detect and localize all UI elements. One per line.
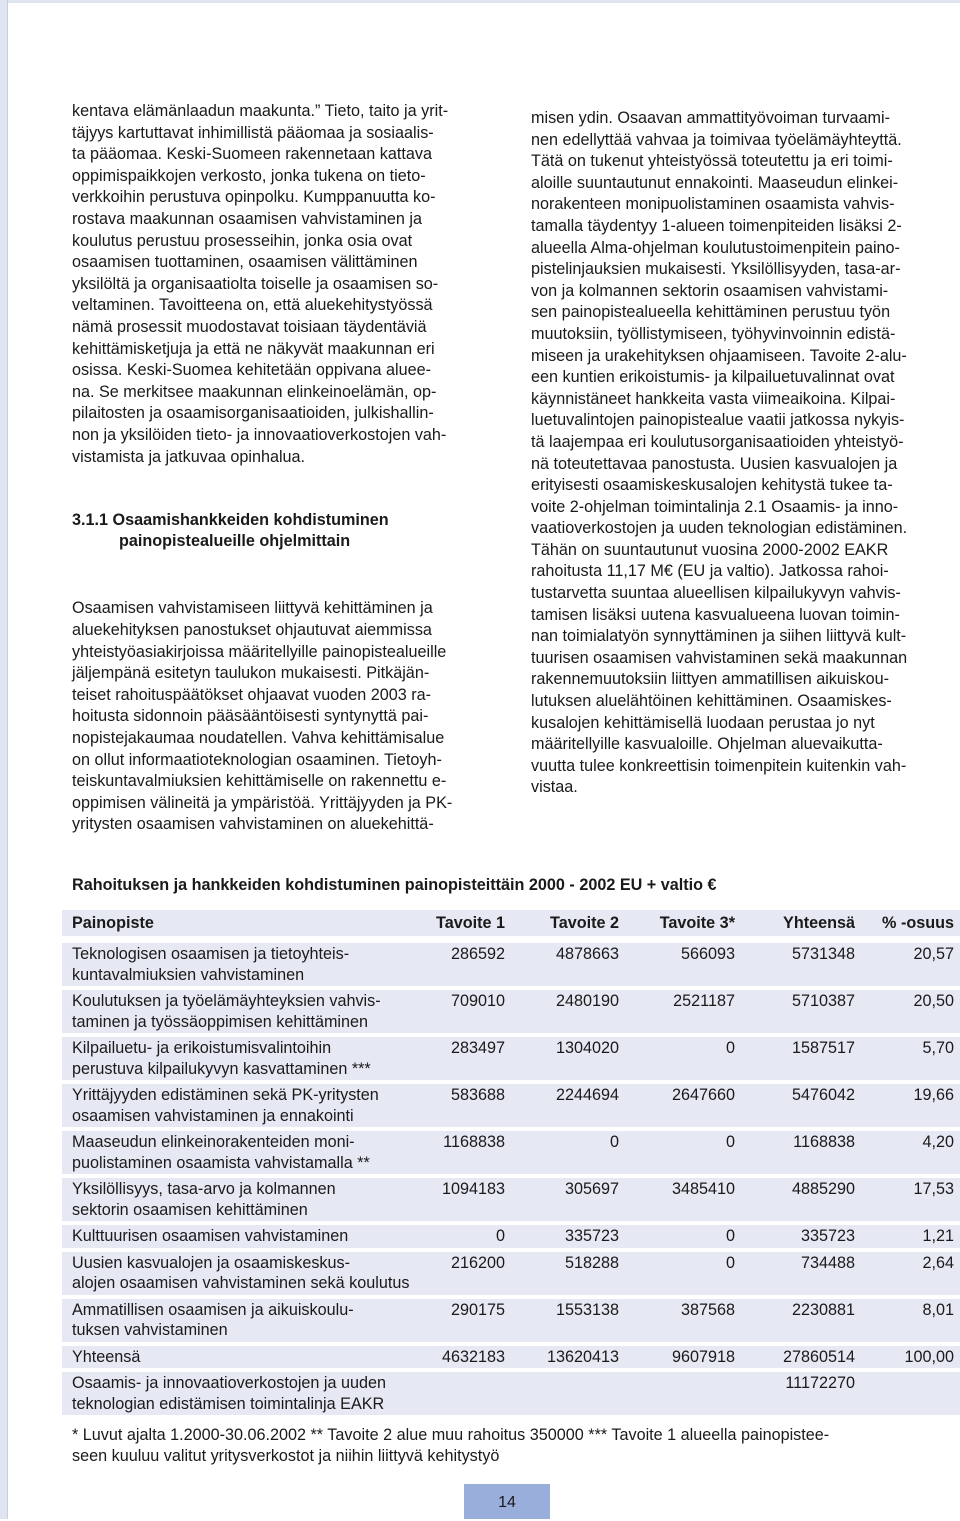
table-row — [62, 1178, 960, 1221]
table-cell-tavoite-2: 1304020 — [555, 1039, 619, 1057]
table-cell-osuus: 8,01 — [922, 1300, 954, 1319]
table-cell-tavoite-1: 283497 — [450, 1039, 505, 1057]
right-text-column — [531, 108, 960, 799]
extra-label: Osaamis- ja innovaatioverkostojen ja uuden teknologian edistämisen toimintalinja EAKR — [72, 1374, 387, 1413]
header-tavoite-3: Tavoite 3* — [659, 913, 735, 932]
table-cell-tavoite-1: 709010 — [450, 992, 505, 1010]
table-row — [62, 1084, 960, 1127]
table-cell-tavoite-3: 0 — [725, 1227, 735, 1245]
table-cell-osuus: 1,21 — [922, 1227, 954, 1245]
table-header-row — [62, 910, 960, 936]
table-cell-tavoite-1: 583688 — [450, 1086, 505, 1104]
page-frame-left — [0, 0, 8, 1519]
table-row — [62, 943, 960, 986]
total-tavoite-2: 13620413 — [546, 1347, 619, 1366]
table-cell-tavoite-2: 2480190 — [555, 992, 619, 1010]
table-cell-osuus: 5,70 — [922, 1039, 954, 1057]
table-cell-painopiste: Ammatillisen osaamisen ja aikuiskoulu- tuksen vahvistaminen — [72, 1300, 354, 1339]
table-cell-tavoite-2: 335723 — [564, 1227, 619, 1245]
table-cell-tavoite-2: 518288 — [564, 1253, 619, 1272]
table-cell-yhteensa: 4885290 — [791, 1180, 855, 1198]
table-title: Rahoituksen ja hankkeiden kohdistuminen painopisteittäin 2000 - 2002 EU + valtio € — [72, 876, 717, 894]
table-cell-osuus: 4,20 — [922, 1133, 954, 1151]
table-cell-yhteensa: 5710387 — [791, 992, 855, 1010]
table-body — [62, 943, 960, 1342]
table-cell-tavoite-3: 2647660 — [671, 1086, 735, 1104]
table-cell-tavoite-2: 2244694 — [555, 1086, 619, 1104]
table-cell-tavoite-1: 0 — [495, 1227, 505, 1245]
table-row — [62, 990, 960, 1033]
section-heading-line-1: 3.1.1 Osaamishankkeiden kohdistuminen — [72, 510, 389, 529]
page-number: 14 — [464, 1484, 550, 1519]
table-total-row — [62, 1346, 960, 1369]
total-osuus: 100,00 — [904, 1347, 954, 1366]
header-tavoite-2: Tavoite 2 — [550, 913, 619, 932]
table-cell-osuus: 17,53 — [913, 1180, 954, 1198]
table-cell-osuus: 19,66 — [913, 1086, 954, 1104]
body-paragraph-2: Osaamisen vahvistamiseen liittyvä kehittäminen ja aluekehityksen panostukset ohjautuvat aiemmissa yhteistyöasiakirjoissa määritellyille painopistealueille jäljempänä esitetyn taulukon mukaisesti. Pitkäjän- teiset rahoituspäätökset ohjaavat vuoden 2003 ra- hoitusta sidonnoin pääsääntöisesti syntynyttä pai- nopistejakaumaa noudatellen. Vahva kehittämisalue on ollut informaatioteknologian osaaminen. Tietoyh- teiskuntavalmiuksien kehittämiselle on rakennettu e- oppimisen välineitä ja ympäristöä. Yrittäjyyden ja PK- yritysten osaamisen vahvistaminen on aluekehittä- — [72, 599, 453, 834]
table-cell-tavoite-3: 566093 — [680, 945, 735, 963]
total-yhteensa: 27860514 — [782, 1347, 855, 1366]
table-cell-tavoite-1: 286592 — [450, 945, 505, 963]
table-cell-yhteensa: 2230881 — [791, 1300, 855, 1319]
header-painopiste: Painopiste — [72, 913, 154, 932]
total-tavoite-3: 9607918 — [671, 1347, 735, 1366]
table-row — [62, 1252, 960, 1295]
table-cell-yhteensa: 335723 — [800, 1227, 855, 1245]
table-cell-yhteensa: 734488 — [800, 1253, 855, 1272]
section-heading-line-2: painopistealueille ohjelmittain — [119, 532, 351, 551]
table-cell-tavoite-2: 1553138 — [555, 1300, 619, 1319]
table-cell-tavoite-1: 216200 — [450, 1253, 505, 1272]
table-row — [62, 1225, 960, 1248]
table-cell-tavoite-3: 387568 — [680, 1300, 735, 1319]
table-extra-row — [62, 1372, 960, 1415]
total-tavoite-1: 4632183 — [441, 1347, 505, 1366]
table-cell-painopiste: Kulttuurisen osaamisen vahvistaminen — [72, 1227, 349, 1245]
table-cell-painopiste: Yksilöllisyys, tasa-arvo ja kolmannen sektorin osaamisen kehittäminen — [72, 1180, 336, 1219]
table-row — [62, 1037, 960, 1080]
table-cell-tavoite-2: 305697 — [564, 1180, 619, 1198]
table-cell-painopiste: Maaseudun elinkeinorakenteiden moni- puolistaminen osaamista vahvistamalla ** — [72, 1133, 370, 1172]
table-cell-tavoite-2: 0 — [609, 1133, 619, 1151]
table-cell-tavoite-3: 2521187 — [673, 992, 735, 1010]
table-cell-tavoite-1: 1094183 — [441, 1180, 505, 1198]
table-cell-painopiste: Koulutuksen ja työelämäyhteyksien vahvis- taminen ja työssäoppimisen kehittäminen — [72, 992, 381, 1031]
table-cell-tavoite-3: 3485410 — [671, 1180, 735, 1198]
table-cell-painopiste: Yrittäjyyden edistäminen sekä PK-yritysten osaamisen vahvistaminen ja ennakointi — [72, 1086, 379, 1125]
body-paragraph-3: misen ydin. Osaavan ammattityövoiman turvaami- nen edellyttää vahvaa ja toimivaa työelämäyhteyttä. Tätä on tukenut yhteistyössä toteutettu ja eri toimi- aloille suuntautunut ennakointi. Maaseudun elinkei- norakenteen monipuolistaminen osaamista vahvis- tamalla täydentyy 1-alueen toimenpiteiden lisäksi 2- alueella Alma-ohjelman koulutustoimenpitein paino- pistelinjauksien mukaisesti. Yksilöllisyyden, tasa-ar- von ja kolmannen sektorin osaamisen vahvistami- sen painopistealueella kehittäminen perustuu työn muutoksiin, työllistymiseen, työhyvinvoinnin edistä- miseen ja urakehityksen ohjaamiseen. Tavoite 2-alu- een kuntien erikoistumis- ja kilpailuetuvalinnat ovat käynnistäneet hankkeita vasta viimeaikoina. Kilpai- luetuvalintojen painopistealue vaatii jatkossa nykyis- tä laajempaa eri koulutusorganisaatioiden yhteistyö- nä toteutettavaa panostusta. Uusien kasvualojen ja erityisesti osaamiskeskusalojen kehitystä tukee ta- voite 2-ohjelman toimintalinja 2.1 Osaamis- ja inno- vaatioverkostojen ja uuden teknologian edistäminen. Tähän on suuntautunut vuosina 2000-2002 EAKR rahoitusta 11,17 M€ (EU ja valtio). Jatkossa rahoi- tustarvetta suuntaa alueellisen kilpailukyvyn vahvis- tamisen lisäksi uutena kasvualueena luovan toimin- nan toimialatyön synnyttäminen ja siihen liittyvä kult- tuurisen osaamisen vahvistaminen sekä maakunnan rakennemuutoksiin liittyen ammatillisen aikuiskou- lutuksen aluelähtöinen kehittäminen. Osaamiskes- kusalojen kehittämisellä luodaan perustaa jo nyt määritellyille kasvualoille. Ohjelman aluevaikutta- vuutta tulee konkreettisin toimenpitein kuitenkin vah- vistaa. — [531, 109, 908, 797]
table-cell-osuus: 20,50 — [913, 992, 954, 1010]
table-cell-osuus: 2,64 — [922, 1253, 954, 1272]
extra-yhteensa: 11172270 — [785, 1374, 855, 1392]
table-cell-tavoite-3: 0 — [725, 1039, 735, 1057]
header-tavoite-1: Tavoite 1 — [436, 913, 505, 932]
table-cell-tavoite-3: 0 — [725, 1133, 735, 1151]
table-cell-painopiste: Teknologisen osaamisen ja tietoyhteis- kuntavalmiuksien vahvistaminen — [72, 945, 350, 984]
funding-table — [62, 910, 960, 1419]
page-frame-top — [0, 0, 960, 3]
header-yhteensa: Yhteensä — [783, 913, 855, 932]
table-cell-tavoite-2: 4878663 — [555, 945, 619, 963]
table-cell-yhteensa: 5731348 — [791, 945, 855, 963]
table-cell-tavoite-1: 290175 — [450, 1300, 505, 1319]
left-text-column — [72, 101, 512, 836]
table-row — [62, 1131, 960, 1174]
table-cell-osuus: 20,57 — [913, 945, 954, 963]
table-cell-yhteensa: 5476042 — [791, 1086, 855, 1104]
table-cell-painopiste: Kilpailuetu- ja erikoistumisvalintoihin perustuva kilpailukyvyn kasvattaminen *** — [72, 1039, 371, 1078]
table-cell-tavoite-1: 1168838 — [443, 1133, 505, 1151]
table-cell-tavoite-3: 0 — [725, 1253, 735, 1272]
table-footnote: * Luvut ajalta 1.2000-30.06.2002 ** Tavoite 2 alue muu rahoitus 350000 *** Tavoite 1 alueella painopistee- seen kuuluu valitut yritysverkostot ja niihin liittyvä kehitystyö — [72, 1426, 830, 1465]
body-paragraph-1: kentava elämänlaadun maakunta.” Tieto, taito ja yrit- täjyys kartuttavat inhimillistä pääomaa ja sosiaalis- ta pääomaa. Keski-Suomeen rakennetaan kattava oppimispaikkojen verkosto, jonka tukena on tieto- verkkoihin perustuva opinpolku. Kumppanuutta ko- rostava maakunnan osaamisen vahvistaminen ja koulutus perustuu prosesseihin, jonka osia ovat osaamisen tuottaminen, osaamisen välittäminen yksilöltä ja organisaatiolta toiselle ja osaamisen so- veltaminen. Tavoitteena on, että aluekehitystyössä nämä prosessit muodostavat toisiaan täydentäviä kehittämisketjuja ja että ne näkyvät maakunnan eri osissa. Keski-Suomea kehitetään oppivana aluee- na. Se merkitsee maakunnan elinkeinoelämän, op- pilaitosten ja osaamisorganisaatioiden, julkishallin- non ja yksilöiden tieto- ja innovaatioverkostojen vah- vistamista ja jatkuvaa opinhalua. — [72, 102, 449, 466]
table-cell-painopiste: Uusien kasvualojen ja osaamiskeskus- alojen osaamisen vahvistaminen sekä koulutus — [72, 1253, 410, 1292]
total-label: Yhteensä — [72, 1347, 141, 1366]
section-heading — [72, 488, 512, 574]
table-row — [62, 1299, 960, 1342]
table-cell-yhteensa: 1168838 — [793, 1133, 855, 1151]
table-cell-yhteensa: 1587517 — [791, 1039, 855, 1057]
header-osuus: % -osuus — [882, 913, 954, 932]
